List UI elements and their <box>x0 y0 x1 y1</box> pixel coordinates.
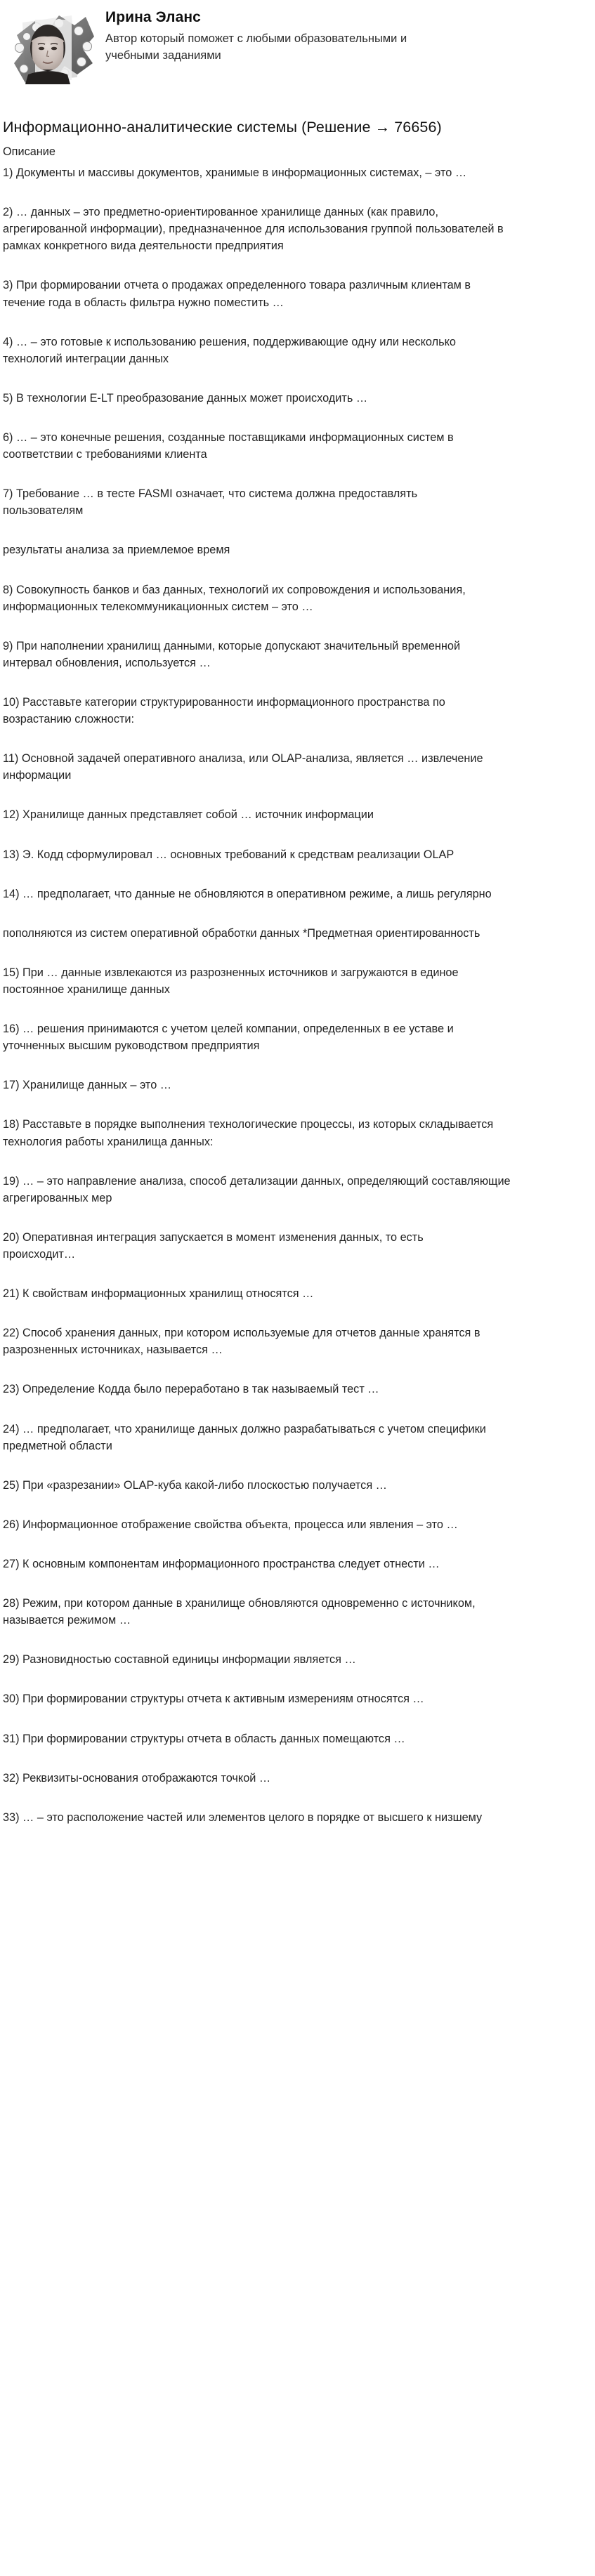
question-item: 19) … – это направление анализа, способ детализации данных, определяющий составляющие агрегированных мер <box>3 1174 511 1204</box>
question-item: 30) При формировании структуры отчета к активным измерениям относятся … <box>3 1693 424 1706</box>
question-item: 12) Хранилище данных представляет собой … источник информации <box>3 808 374 822</box>
question-item: 14) … предполагает, что данные не обновляются в оперативном режиме, а лишь регулярно <box>3 887 492 900</box>
question-item: 5) В технологии E-LT преобразование данных может происходить … <box>3 391 368 405</box>
question-item: 33) … – это расположение частей или элементов целого в порядке от высшего к низшему <box>3 1811 483 1824</box>
question-continuation: результаты анализа за приемлемое время <box>3 544 230 557</box>
author-header <box>0 0 595 94</box>
question-item: 26) Информационное отображение свойства объекта, процесса или явления – это … <box>3 1518 458 1531</box>
question-item: 29) Разновидностью составной единицы информации является … <box>3 1653 356 1667</box>
question-item: 2) … данных – это предметно-ориентированное хранилище данных (как правило, агрегированной информации), предназначенное для использования группой пользователей в рамках конкретного вида деятельности предприятия <box>3 206 504 253</box>
author-description: Автор который поможет с любыми образовательными и учебными заданиями <box>105 32 407 62</box>
question-item: 23) Определение Кодда было переработано в так называемый тест … <box>3 1383 379 1396</box>
question-item: 13) Э. Кодд сформулировал … основных требований к средствам реализации OLAP <box>3 848 455 861</box>
section-label-description: Описание <box>3 145 55 158</box>
question-item: 9) При наполнении хранилищ данными, которые допускают значительный временной интервал обновления, используется … <box>3 639 461 669</box>
question-item: 3) При формировании отчета о продажах определенного товара различным клиентам в течение года в область фильтра нужно поместить … <box>3 279 471 309</box>
question-item: 21) К свойствам информационных хранилищ относятся … <box>3 1287 314 1301</box>
question-item: 1) Документы и массивы документов, хранимые в информационных системах, – это … <box>3 166 467 180</box>
question-item: 8) Совокупность банков и баз данных, технологий их сопровождения и использования, информационных телекоммуникационных систем – это … <box>3 583 466 613</box>
question-item: 22) Способ хранения данных, при котором используемые для отчетов данные хранятся в разрозненных источниках, называется … <box>3 1327 480 1357</box>
question-item: 15) При … данные извлекаются из разрозненных источников и загружаются в единое постоянное хранилище данных <box>3 966 459 996</box>
avatar <box>4 4 101 94</box>
author-name: Ирина Эланс <box>105 9 201 25</box>
author-info <box>105 4 585 64</box>
document-body <box>3 143 595 1826</box>
author-portrait-photo-icon <box>4 4 101 94</box>
question-item: 6) … – это конечные решения, созданные поставщиками информационных систем в соответствии с требованиями клиента <box>3 431 454 461</box>
question-continuation: пополняются из систем оперативной обработки данных *Предметная ориентированность <box>3 926 480 940</box>
question-item: 27) К основным компонентам информационного пространства следует отнести … <box>3 1557 440 1570</box>
question-item: 11) Основной задачей оперативного анализа, или OLAP-анализа, является … извлечение информации <box>3 752 483 782</box>
question-item: 25) При «разрезании» OLAP-куба какой-либо плоскостью получается … <box>3 1478 387 1492</box>
page-title: Информационно-аналитические системы (Решение → 76656) <box>3 119 442 136</box>
question-item: 31) При формировании структуры отчета в область данных помещаются … <box>3 1732 405 1745</box>
question-item: 18) Расставьте в порядке выполнения технологические процессы, из которых складывается технология работы хранилища данных: <box>3 1118 494 1148</box>
question-item: 7) Требование … в тесте FASMI означает, что система должна предоставлять пользователям <box>3 487 418 518</box>
question-item: 16) … решения принимаются с учетом целей компании, определенных в ее уставе и уточненных высшим руководством предприятия <box>3 1023 454 1053</box>
question-item: 32) Реквизиты-основания отображаются точкой … <box>3 1771 271 1785</box>
question-item: 10) Расставьте категории структурированности информационного пространства по возрастанию сложности: <box>3 696 445 726</box>
question-item: 20) Оперативная интеграция запускается в момент изменения данных, то есть происходит… <box>3 1230 424 1261</box>
question-item: 28) Режим, при котором данные в хранилище обновляются одновременно с источником, называется режимом … <box>3 1597 476 1627</box>
question-item: 4) … – это готовые к использованию решения, поддерживающие одну или несколько технологий интеграции данных <box>3 335 456 365</box>
question-item: 24) … предполагает, что хранилище данных должно разрабатываться с учетом специфики предметной области <box>3 1422 486 1452</box>
question-item: 17) Хранилище данных – это … <box>3 1079 172 1092</box>
